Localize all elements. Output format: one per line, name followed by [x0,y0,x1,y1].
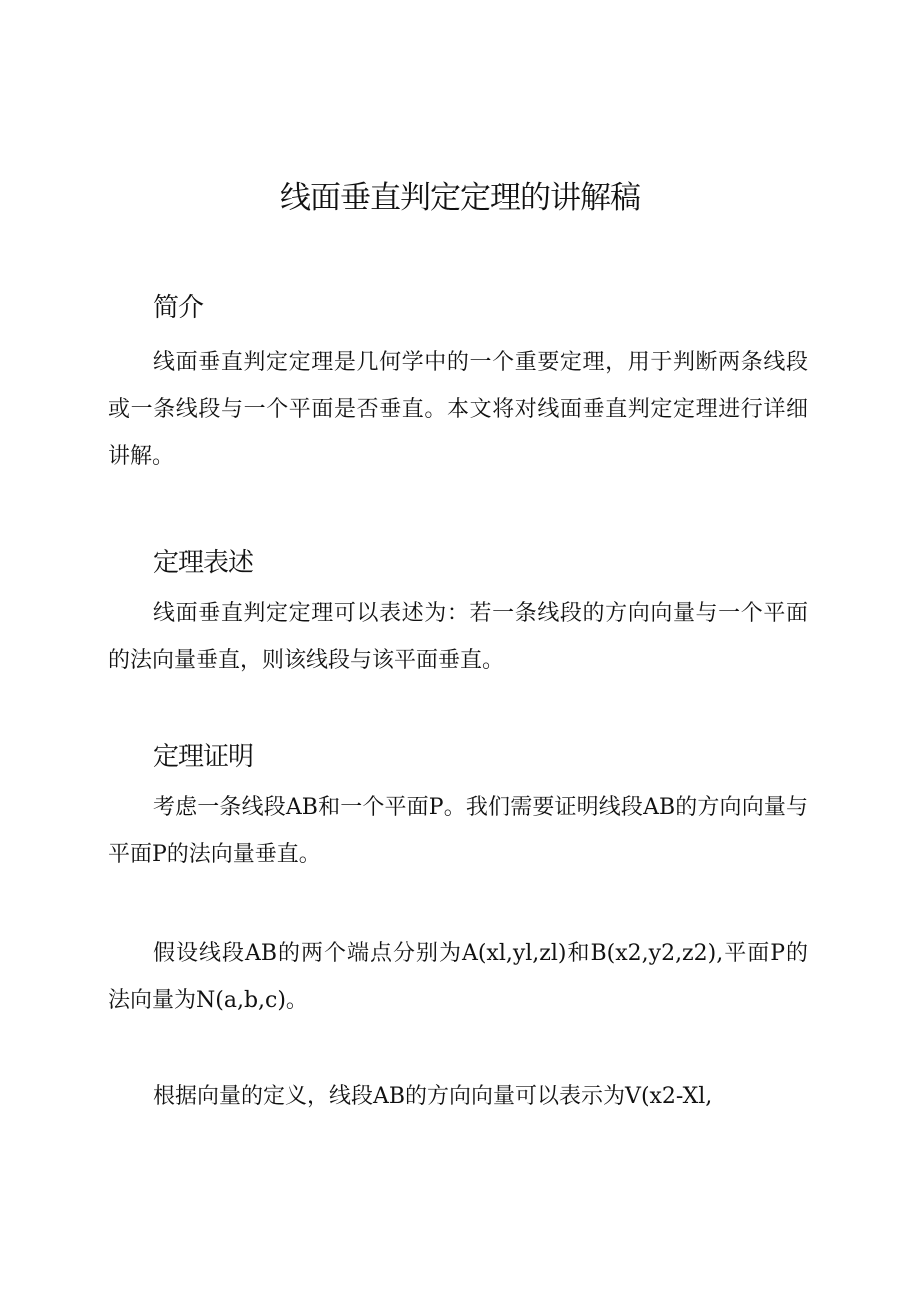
proof-paragraph-1: 考虑一条线段AB和一个平面P。我们需要证明线段AB的方向向量与平面P的法向量垂直。 [108,795,808,867]
statement-paragraph: 线面垂直判定定理可以表述为：若一条线段的方向向量与一个平面的法向量垂直，则该线段与该平面垂直。 [108,601,808,673]
proof-paragraph-3: 根据向量的定义，线段AB的方向向量可以表示为V(x2-Xl, [153,1084,713,1109]
section-heading-proof: 定理证明 [153,742,254,772]
section-heading-intro: 简介 [153,293,204,323]
section-heading-statement: 定理表述 [153,548,254,578]
proof-paragraph-2: 假设线段AB的两个端点分别为A(xl,yl,zl)和B(x2,y2,z2),平面P的法向量为N(a,b,c)。 [108,941,808,1013]
intro-paragraph: 线面垂直判定定理是几何学中的一个重要定理，用于判断两条线段或一条线段与一个平面是否垂直。本文将对线面垂直判定定理进行详细讲解。 [108,350,808,469]
document-title: 线面垂直判定定理的讲解稿 [280,180,640,216]
